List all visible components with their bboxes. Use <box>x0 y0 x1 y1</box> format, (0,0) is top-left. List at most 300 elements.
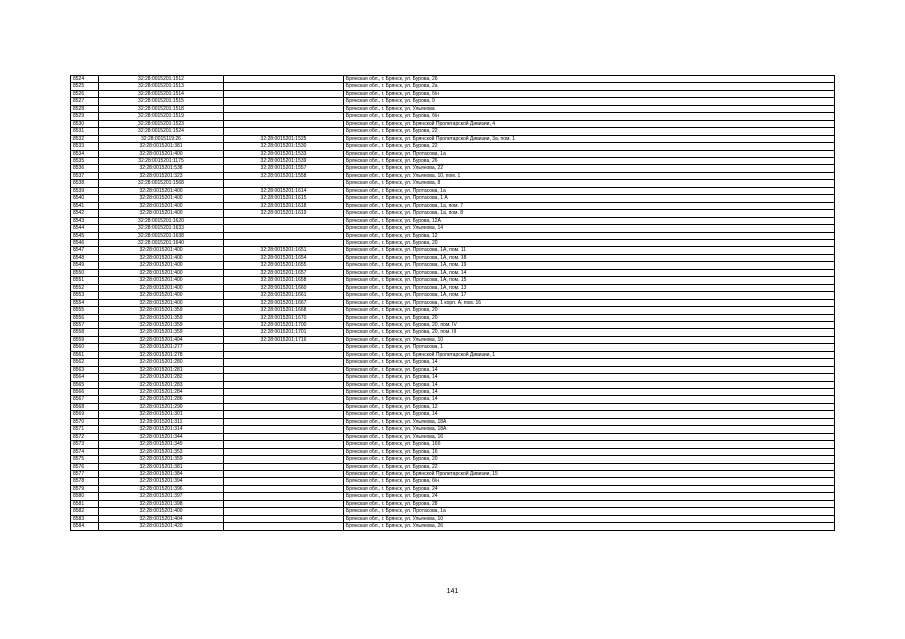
address-cell: Брянская обл., г. Брянск, ул. Бурова, 20, пом. III <box>344 329 835 336</box>
table-row <box>71 165 835 172</box>
cadastral-number-cell: 32:28:0015119:26 <box>99 135 224 142</box>
table-row <box>71 426 835 433</box>
cadastral-number-cell: 32:28:0015201:404 <box>99 515 224 522</box>
row-number-cell: 8581 <box>71 500 99 507</box>
table-row <box>71 157 835 164</box>
address-cell: Брянская обл., г. Брянск, ул. Бурова, 16 <box>344 448 835 455</box>
table-row <box>71 217 835 224</box>
object-number-cell: 32:28:0015201:1525 <box>224 135 344 142</box>
table-row <box>71 396 835 403</box>
address-cell: Брянская обл., г. Брянск, ул. Протасова, 1А, пом. 14 <box>344 269 835 276</box>
address-cell: Брянская обл., г. Брянск, ул. Протасова, 1а, пом. 7 <box>344 202 835 209</box>
address-cell: Брянская обл., г. Брянск, ул. Бурова, 12 <box>344 403 835 410</box>
object-number-cell: 32:28:0015201:1658 <box>224 277 344 284</box>
address-cell: Брянская обл., г. Брянск, ул. Протасова, 1а <box>344 150 835 157</box>
cadastral-number-cell: 32:28:0015201:381 <box>99 463 224 470</box>
address-cell: Брянская обл., г. Брянск, ул. Бурова, 20 <box>344 239 835 246</box>
cadastral-number-cell: 32:28:0015201:538 <box>99 165 224 172</box>
row-number-cell: 8580 <box>71 493 99 500</box>
address-cell: Брянская обл., г. Брянск, ул. Бурова, 22 <box>344 463 835 470</box>
address-cell: Брянская обл., г. Брянск, ул. Бурова, 14 <box>344 359 835 366</box>
cadastral-number-cell: 32:28:0015201:301 <box>99 411 224 418</box>
table-row <box>71 187 835 194</box>
table-row <box>71 366 835 373</box>
cadastral-number-cell: 32:28:0015201:277 <box>99 344 224 351</box>
table-row <box>71 508 835 515</box>
address-cell: Брянская обл., г. Брянск, ул. Ульянова, 16 <box>344 433 835 440</box>
row-number-cell: 8583 <box>71 515 99 522</box>
address-cell: Брянская обл., г. Брянск, ул. Бурова, 26 <box>344 76 835 83</box>
table-row <box>71 493 835 500</box>
table-row <box>71 336 835 343</box>
row-number-cell: 8560 <box>71 344 99 351</box>
table-row <box>71 232 835 239</box>
address-cell: Брянская обл., г. Брянск, ул. Бурова, 12 <box>344 232 835 239</box>
cadastral-number-cell: 32:28:0015201:400 <box>99 187 224 194</box>
cadastral-table <box>70 75 835 531</box>
row-number-cell: 8526 <box>71 90 99 97</box>
table-row <box>71 441 835 448</box>
row-number-cell: 8533 <box>71 143 99 150</box>
row-number-cell: 8541 <box>71 202 99 209</box>
row-number-cell: 8549 <box>71 262 99 269</box>
object-number-cell <box>224 120 344 127</box>
address-cell: Брянская обл., г. Брянск, ул. Ульянова, 14 <box>344 225 835 232</box>
cadastral-number-cell: 32:28:0015201:359 <box>99 456 224 463</box>
object-number-cell: 32:28:0015201:1668 <box>224 307 344 314</box>
row-number-cell: 8558 <box>71 329 99 336</box>
table-row <box>71 292 835 299</box>
object-number-cell: 32:28:0015201:1614 <box>224 187 344 194</box>
table-body <box>71 76 835 531</box>
cadastral-number-cell: 32:28:0015201:394 <box>99 478 224 485</box>
cadastral-number-cell: 32:28:0015201:345 <box>99 441 224 448</box>
cadastral-number-cell: 32:28:0015201:283 <box>99 381 224 388</box>
row-number-cell: 8569 <box>71 411 99 418</box>
object-number-cell: 32:28:0015201:1661 <box>224 292 344 299</box>
object-number-cell <box>224 239 344 246</box>
object-number-cell <box>224 493 344 500</box>
table-row <box>71 448 835 455</box>
address-cell: Брянская обл., г. Брянск, ул. Бурова, 20 <box>344 314 835 321</box>
object-number-cell: 32:28:0015201:1558 <box>224 172 344 179</box>
object-number-cell <box>224 98 344 105</box>
cadastral-number-cell: 32:28:0015201:398 <box>99 500 224 507</box>
cadastral-number-cell: 32:28:0015201:1513 <box>99 83 224 90</box>
cadastral-number-cell: 32:28:0015201:1638 <box>99 232 224 239</box>
cadastral-number-cell: 32:28:0015201:400 <box>99 299 224 306</box>
object-number-cell <box>224 217 344 224</box>
cadastral-number-cell: 32:28:0015201:281 <box>99 366 224 373</box>
table-row <box>71 277 835 284</box>
address-cell: Брянская обл., г. Брянск, ул. Бурова, 22 <box>344 128 835 135</box>
table-row <box>71 262 835 269</box>
address-cell: Брянская обл., г. Брянск, ул. Бурова, 14 <box>344 411 835 418</box>
row-number-cell: 8563 <box>71 366 99 373</box>
table-row <box>71 381 835 388</box>
cadastral-number-cell: 32:28:0015201:359 <box>99 329 224 336</box>
row-number-cell: 8582 <box>71 508 99 515</box>
object-number-cell: 32:28:0015201:1667 <box>224 299 344 306</box>
address-cell: Брянская обл., г. Брянск, ул. Ульянова, 18А <box>344 418 835 425</box>
table-row <box>71 403 835 410</box>
row-number-cell: 8557 <box>71 321 99 328</box>
cadastral-number-cell: 32:28:0015201:359 <box>99 321 224 328</box>
row-number-cell: 8566 <box>71 389 99 396</box>
row-number-cell: 8546 <box>71 239 99 246</box>
cadastral-number-cell: 32:28:0015201:1568 <box>99 180 224 187</box>
address-cell: Брянская обл., г. Брянск, ул. Ульянова, 18А <box>344 426 835 433</box>
address-cell: Брянская обл., г. Брянск, ул. Бурова, 14 <box>344 381 835 388</box>
table-row <box>71 307 835 314</box>
row-number-cell: 8525 <box>71 83 99 90</box>
object-number-cell: 32:28:0015201:1618 <box>224 202 344 209</box>
table-row <box>71 120 835 127</box>
row-number-cell: 8530 <box>71 120 99 127</box>
address-cell: Брянская обл., г. Брянск, ул. Брянской Пролетарской Дивизии, 1 <box>344 351 835 358</box>
cadastral-number-cell: 32:28:0015201:400 <box>99 292 224 299</box>
object-number-cell: 32:28:0015201:1655 <box>224 262 344 269</box>
address-cell: Брянская обл., г. Брянск, ул. Протасова, 1а <box>344 187 835 194</box>
row-number-cell: 8565 <box>71 381 99 388</box>
row-number-cell: 8554 <box>71 299 99 306</box>
cadastral-number-cell: 32:28:0015201:323 <box>99 172 224 179</box>
address-cell: Брянская обл., г. Брянск, ул. Бурова, 28 <box>344 500 835 507</box>
table-row <box>71 515 835 522</box>
cadastral-number-cell: 32:28:0015201:400 <box>99 508 224 515</box>
row-number-cell: 8567 <box>71 396 99 403</box>
object-number-cell <box>224 359 344 366</box>
row-number-cell: 8527 <box>71 98 99 105</box>
row-number-cell: 8559 <box>71 336 99 343</box>
address-cell: Брянская обл., г. Брянск, ул. Протасова, 1А, пом. 19 <box>344 262 835 269</box>
table-row <box>71 180 835 187</box>
row-number-cell: 8568 <box>71 403 99 410</box>
address-cell: Брянская обл., г. Брянск, ул. Бурова, б/н <box>344 113 835 120</box>
table-row <box>71 128 835 135</box>
object-number-cell <box>224 366 344 373</box>
cadastral-number-cell: 32:28:0015201:404 <box>99 336 224 343</box>
row-number-cell: 8524 <box>71 76 99 83</box>
address-cell: Брянская обл., г. Брянск, ул. Бурова, 24 <box>344 493 835 500</box>
cadastral-number-cell: 32:28:0015201:400 <box>99 277 224 284</box>
table-row <box>71 239 835 246</box>
address-cell: Брянская обл., г. Брянск, ул. Протасова, 1 корп. А, пом. 16 <box>344 299 835 306</box>
object-number-cell <box>224 396 344 403</box>
table-row <box>71 254 835 261</box>
address-cell: Брянская обл., г. Брянск, ул. Протасова, 1А, пом. 13 <box>344 284 835 291</box>
cadastral-number-cell: 32:28:0015201:1640 <box>99 239 224 246</box>
object-number-cell <box>224 433 344 440</box>
cadastral-number-cell: 32:28:0015201:400 <box>99 284 224 291</box>
address-cell: Брянская обл., г. Брянск, ул. Ульянова, 10 <box>344 515 835 522</box>
object-number-cell <box>224 448 344 455</box>
row-number-cell: 8551 <box>71 277 99 284</box>
address-cell: Брянская обл., г. Брянск, ул. Бурова, 12А <box>344 217 835 224</box>
table-row <box>71 284 835 291</box>
table-row <box>71 247 835 254</box>
object-number-cell: 32:28:0015201:1670 <box>224 314 344 321</box>
object-number-cell <box>224 128 344 135</box>
page-number: 141 <box>446 588 459 595</box>
object-number-cell <box>224 456 344 463</box>
table-row <box>71 202 835 209</box>
row-number-cell: 8576 <box>71 463 99 470</box>
table-row <box>71 195 835 202</box>
address-cell: Брянская обл., г. Брянск, ул. Бурова, 14 <box>344 366 835 373</box>
table-row <box>71 478 835 485</box>
cadastral-number-cell: 32:28:0015201:286 <box>99 396 224 403</box>
row-number-cell: 8531 <box>71 128 99 135</box>
table-row <box>71 344 835 351</box>
row-number-cell: 8556 <box>71 314 99 321</box>
table-row <box>71 210 835 217</box>
row-number-cell: 8534 <box>71 150 99 157</box>
cadastral-number-cell: 32:28:0015201:1519 <box>99 113 224 120</box>
row-number-cell: 8573 <box>71 441 99 448</box>
table-row <box>71 485 835 492</box>
table-row <box>71 113 835 120</box>
row-number-cell: 8577 <box>71 471 99 478</box>
row-number-cell: 8561 <box>71 351 99 358</box>
address-cell: Брянская обл., г. Брянск, ул. Ульянова, 8 <box>344 180 835 187</box>
cadastral-number-cell: 32:28:0015201:359 <box>99 314 224 321</box>
object-number-cell <box>224 374 344 381</box>
object-number-cell <box>224 471 344 478</box>
address-cell: Брянская обл., г. Брянск, ул. Бурова, 2а <box>344 83 835 90</box>
row-number-cell: 8575 <box>71 456 99 463</box>
address-cell: Брянская обл., г. Брянск, ул. Бурова, 9 <box>344 98 835 105</box>
address-cell: Брянская обл., г. Брянск, ул. Брянской Пролетарской Дивизии, 15 <box>344 471 835 478</box>
object-number-cell <box>224 113 344 120</box>
table-row <box>71 456 835 463</box>
address-cell: Брянская обл., г. Брянск, ул. Протасова, 1 <box>344 344 835 351</box>
row-number-cell: 8547 <box>71 247 99 254</box>
address-cell: Брянская обл., г. Брянск, ул. Протасова, 1 А <box>344 195 835 202</box>
cadastral-number-cell: 32:28:0015201:314 <box>99 426 224 433</box>
table-row <box>71 299 835 306</box>
address-cell: Брянская обл., г. Брянск, ул. Протасова, 1а, пом. 8 <box>344 210 835 217</box>
row-number-cell: 8570 <box>71 418 99 425</box>
table-row <box>71 329 835 336</box>
object-number-cell <box>224 403 344 410</box>
object-number-cell: 32:28:0015201:1716 <box>224 336 344 343</box>
row-number-cell: 8584 <box>71 523 99 530</box>
row-number-cell: 8579 <box>71 485 99 492</box>
address-cell: Брянская обл., г. Брянск, ул. Ульянова, 26 <box>344 523 835 530</box>
table-row <box>71 523 835 530</box>
object-number-cell <box>224 508 344 515</box>
address-cell: Брянская обл., г. Брянск, ул. Бурова, 14 <box>344 374 835 381</box>
table-row <box>71 150 835 157</box>
object-number-cell <box>224 485 344 492</box>
row-number-cell: 8532 <box>71 135 99 142</box>
object-number-cell <box>224 441 344 448</box>
address-cell: Брянская обл., г. Брянск, ул. Брянской Пролетарской Дивизии, 3а, пом. 1 <box>344 135 835 142</box>
address-cell: Брянская обл., г. Брянск, ул. Протасова, 1А, пом. 17 <box>344 292 835 299</box>
table-row <box>71 269 835 276</box>
table-row <box>71 351 835 358</box>
object-number-cell <box>224 180 344 187</box>
cadastral-number-cell: 32:28:0015201:278 <box>99 351 224 358</box>
cadastral-number-cell: 32:28:0015201:400 <box>99 269 224 276</box>
object-number-cell <box>224 225 344 232</box>
object-number-cell: 32:28:0015201:1651 <box>224 247 344 254</box>
object-number-cell <box>224 232 344 239</box>
address-cell: Брянская обл., г. Брянск, ул. Ульянова, 22 <box>344 165 835 172</box>
row-number-cell: 8543 <box>71 217 99 224</box>
row-number-cell: 8528 <box>71 105 99 112</box>
cadastral-number-cell: 32:28:0015201:359 <box>99 307 224 314</box>
row-number-cell: 8540 <box>71 195 99 202</box>
object-number-cell <box>224 105 344 112</box>
row-number-cell: 8552 <box>71 284 99 291</box>
row-number-cell: 8535 <box>71 157 99 164</box>
row-number-cell: 8572 <box>71 433 99 440</box>
cadastral-number-cell: 32:28:0015201:353 <box>99 448 224 455</box>
cadastral-number-cell: 32:28:0015201:400 <box>99 254 224 261</box>
object-number-cell <box>224 426 344 433</box>
row-number-cell: 8536 <box>71 165 99 172</box>
object-number-cell <box>224 523 344 530</box>
object-number-cell: 32:28:0015201:1657 <box>224 269 344 276</box>
cadastral-number-cell: 32:28:0015201:1514 <box>99 90 224 97</box>
address-cell: Брянская обл., г. Брянск, ул. Бурова, 16б <box>344 441 835 448</box>
row-number-cell: 8545 <box>71 232 99 239</box>
row-number-cell: 8544 <box>71 225 99 232</box>
address-cell: Брянская обл., г. Брянск, ул. Ульянова, 10 <box>344 336 835 343</box>
row-number-cell: 8553 <box>71 292 99 299</box>
cadastral-number-cell: 32:28:0015201:311 <box>99 418 224 425</box>
cadastral-number-cell: 32:28:0015201:396 <box>99 485 224 492</box>
object-number-cell <box>224 478 344 485</box>
address-cell: Брянская обл., г. Брянск, ул. Протасова, 1А, пом. 11 <box>344 247 835 254</box>
address-cell: Брянская обл., г. Брянск, ул. Бурова, б/н <box>344 478 835 485</box>
address-cell: Брянская обл., г. Брянск, ул. Протасова, 1А, пом. 15 <box>344 277 835 284</box>
cadastral-number-cell: 32:28:0015201:290 <box>99 403 224 410</box>
cadastral-number-cell: 32:28:0015201:1524 <box>99 128 224 135</box>
object-number-cell <box>224 500 344 507</box>
object-number-cell <box>224 418 344 425</box>
object-number-cell <box>224 76 344 83</box>
table-row <box>71 411 835 418</box>
table-row <box>71 500 835 507</box>
object-number-cell: 32:28:0015201:1660 <box>224 284 344 291</box>
row-number-cell: 8538 <box>71 180 99 187</box>
cadastral-number-cell: 32:28:0015201:1175 <box>99 157 224 164</box>
cadastral-number-cell: 32:28:0015201:1620 <box>99 217 224 224</box>
cadastral-number-cell: 32:28:0015201:400 <box>99 202 224 209</box>
row-number-cell: 8529 <box>71 113 99 120</box>
table-row <box>71 83 835 90</box>
object-number-cell: 32:28:0015201:1654 <box>224 254 344 261</box>
table-row <box>71 389 835 396</box>
object-number-cell: 32:28:0015201:1557 <box>224 165 344 172</box>
cadastral-number-cell: 32:28:0015201:400 <box>99 210 224 217</box>
address-cell: Брянская обл., г. Брянск, ул. Протасова, 1А, пом. 18 <box>344 254 835 261</box>
table-row <box>71 76 835 83</box>
object-number-cell <box>224 411 344 418</box>
cadastral-number-cell: 32:28:0015201:1518 <box>99 105 224 112</box>
object-number-cell <box>224 90 344 97</box>
object-number-cell: 32:28:0015201:1533 <box>224 150 344 157</box>
cadastral-number-cell: 32:28:0015201:282 <box>99 374 224 381</box>
cadastral-number-cell: 32:28:0015201:280 <box>99 359 224 366</box>
table-row <box>71 359 835 366</box>
row-number-cell: 8539 <box>71 187 99 194</box>
table-row <box>71 463 835 470</box>
table-row <box>71 135 835 142</box>
table-row <box>71 433 835 440</box>
row-number-cell: 8574 <box>71 448 99 455</box>
address-cell: Брянская обл., г. Брянск, ул. Бурова, 20 <box>344 307 835 314</box>
row-number-cell: 8562 <box>71 359 99 366</box>
row-number-cell: 8578 <box>71 478 99 485</box>
table-row <box>71 321 835 328</box>
address-cell: Брянская обл., г. Брянск, ул. Бурова, 20 <box>344 456 835 463</box>
cadastral-number-cell: 32:28:0015201:400 <box>99 247 224 254</box>
table-row <box>71 374 835 381</box>
table-row <box>71 172 835 179</box>
address-cell: Брянская обл., г. Брянск, ул. Бурова, 22 <box>344 143 835 150</box>
cadastral-number-cell: 32:28:0015201:1512 <box>99 76 224 83</box>
address-cell: Брянская обл., г. Брянск, ул. Ульянова <box>344 105 835 112</box>
address-cell: Брянская обл., г. Брянск, ул. Брянской Пролетарской Дивизии, 4 <box>344 120 835 127</box>
table-row <box>71 225 835 232</box>
object-number-cell <box>224 344 344 351</box>
cadastral-number-cell: 32:28:0015201:384 <box>99 471 224 478</box>
object-number-cell: 32:28:0015201:1615 <box>224 195 344 202</box>
row-number-cell: 8555 <box>71 307 99 314</box>
object-number-cell <box>224 83 344 90</box>
cadastral-number-cell: 32:28:0015201:400 <box>99 150 224 157</box>
object-number-cell: 32:28:0015201:1530 <box>224 143 344 150</box>
row-number-cell: 8571 <box>71 426 99 433</box>
table-row <box>71 105 835 112</box>
address-cell: Брянская обл., г. Брянск, ул. Бурова, 26 <box>344 157 835 164</box>
cadastral-number-cell: 32:28:0015201:420 <box>99 523 224 530</box>
address-cell: Брянская обл., г. Брянск, ул. Ульянова, 10, пом. 1 <box>344 172 835 179</box>
table-row <box>71 471 835 478</box>
address-cell: Брянская обл., г. Брянск, ул. Бурова, 24 <box>344 485 835 492</box>
object-number-cell: 32:28:0015201:1539 <box>224 157 344 164</box>
address-cell: Брянская обл., г. Брянск, ул. Бурова, 14 <box>344 396 835 403</box>
object-number-cell <box>224 515 344 522</box>
cadastral-number-cell: 32:28:0015201:1515 <box>99 98 224 105</box>
row-number-cell: 8564 <box>71 374 99 381</box>
address-cell: Брянская обл., г. Брянск, ул. Протасова, 1а <box>344 508 835 515</box>
cadastral-number-cell: 32:28:0015201:284 <box>99 389 224 396</box>
table-row <box>71 314 835 321</box>
table-row <box>71 98 835 105</box>
table-row <box>71 143 835 150</box>
object-number-cell: 32:28:0015201:1701 <box>224 329 344 336</box>
row-number-cell: 8550 <box>71 269 99 276</box>
object-number-cell <box>224 381 344 388</box>
cadastral-number-cell: 32:28:0015201:1633 <box>99 225 224 232</box>
cadastral-number-cell: 32:28:0015201:381 <box>99 143 224 150</box>
object-number-cell: 32:28:0015201:1700 <box>224 321 344 328</box>
table-row <box>71 418 835 425</box>
row-number-cell: 8548 <box>71 254 99 261</box>
cadastral-number-cell: 32:28:0015201:397 <box>99 493 224 500</box>
table-row <box>71 90 835 97</box>
row-number-cell: 8537 <box>71 172 99 179</box>
cadastral-number-cell: 32:28:0015201:400 <box>99 262 224 269</box>
object-number-cell <box>224 389 344 396</box>
cadastral-number-cell: 32:28:0015201:400 <box>99 195 224 202</box>
address-cell: Брянская обл., г. Брянск, ул. Бурова, 14 <box>344 389 835 396</box>
